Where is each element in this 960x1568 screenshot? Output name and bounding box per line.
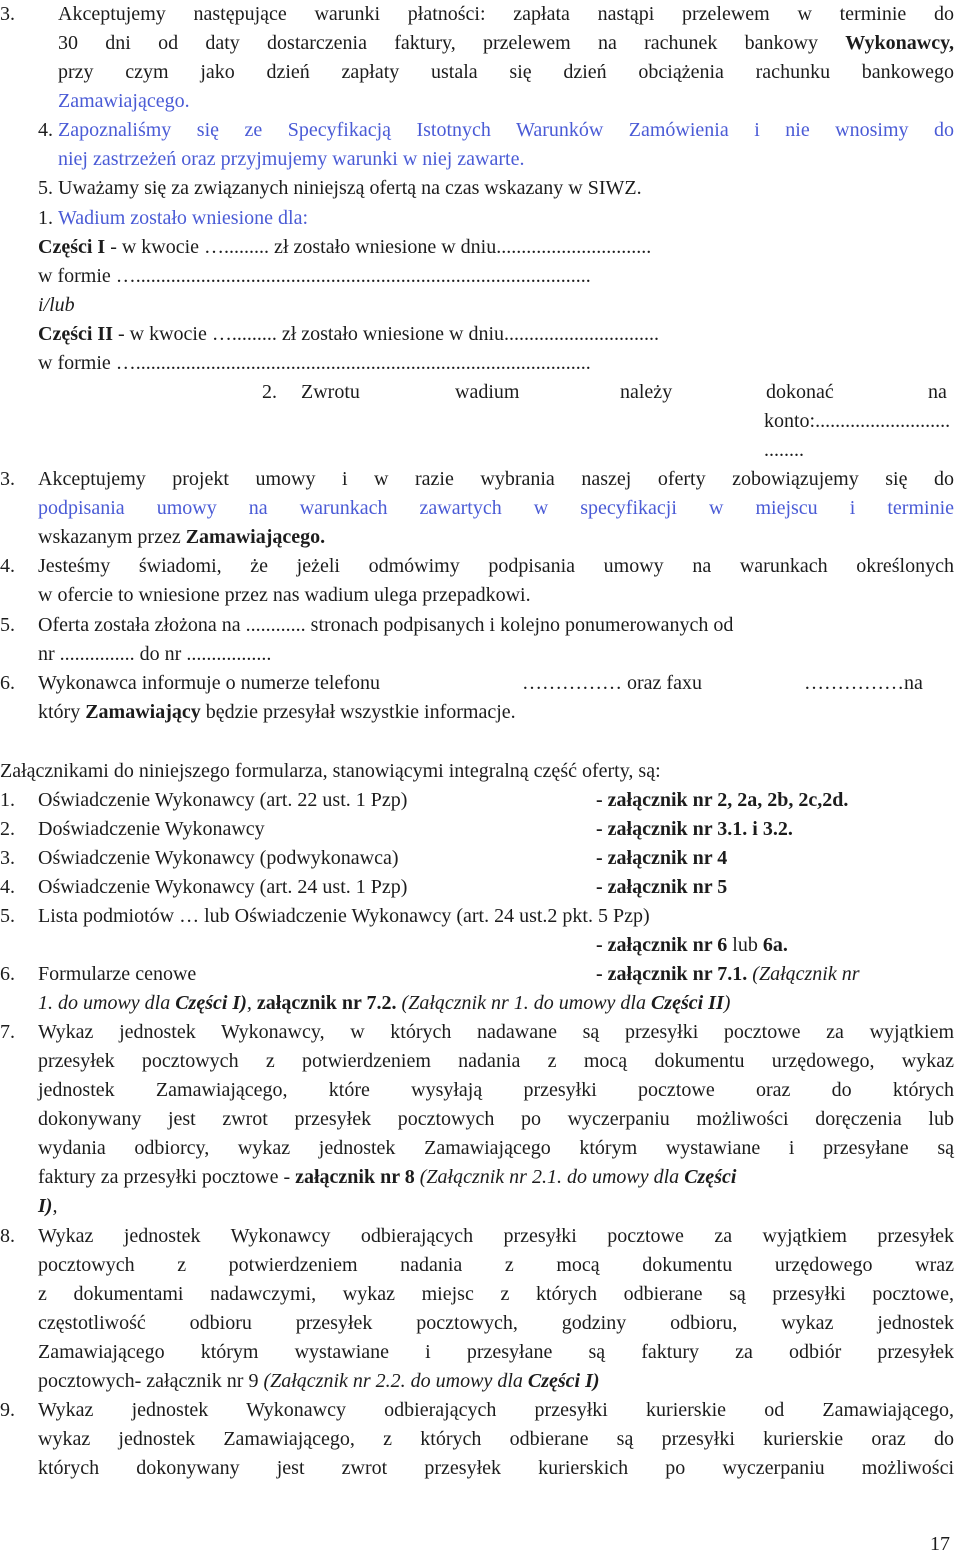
attachment-number: 4.	[0, 876, 15, 898]
attachments-intro: Załącznikami do niniejszego formularza, stanowiącymi integralną część oferty, są:	[0, 760, 661, 782]
bold-term: Zamawiający	[85, 701, 201, 723]
text-line: Jesteśmy świadomi, że jeżeli odmówimy podpisania umowy na warunkach określonych	[38, 555, 954, 577]
text-line: pocztowych z potwierdzeniem nadania z mocą dokumentu urzędowego wraz	[38, 1254, 954, 1276]
text-line: wykaz jednostek Zamawiającego, z których odbierane są przesyłki kurierskie oraz do	[38, 1428, 954, 1450]
item-number: 3.	[0, 3, 15, 25]
text-line: pocztowych- załącznik nr 9 (Załącznik nr 2.2. do umowy dla Części I)	[38, 1370, 600, 1392]
attachment-number: 1.	[0, 789, 15, 811]
text-line: I),	[38, 1195, 58, 1217]
attachment-number: 5.	[0, 905, 15, 927]
text-line: w ofercie to wniesione przez nas wadium ulega przepadkowi.	[38, 584, 531, 606]
text-line: z dokumentami nadawczymi, wykaz miejsc z których odbierane są przesyłki pocztowe,	[38, 1283, 954, 1305]
item-number: 2.	[262, 381, 277, 403]
item-number: 6.	[0, 672, 15, 694]
text-line: częstotliwość odbioru przesyłek pocztowych, godziny odbioru, wykaz jednostek	[38, 1312, 954, 1334]
text-line: Zapoznaliśmy się ze Specyfikacją Istotnych Warunków Zamówienia i nie wnosimy do	[58, 119, 954, 141]
item-number: 9.	[0, 1399, 15, 1421]
text-line: ……………na	[804, 672, 923, 694]
text-line: Wykaz jednostek Wykonawcy odbierających przesyłki kurierskie od Zamawiającego,	[38, 1399, 954, 1421]
text-line: Zamawiającego którym wystawiane i przesyłane są faktury za odbiór przesyłek	[38, 1341, 954, 1363]
text-line: jednostek Zamawiającego, które wysyłają przesyłki pocztowe oraz do których	[38, 1079, 954, 1101]
and-or-text: i/lub	[38, 294, 75, 316]
text-line: Wykaz jednostek Wykonawcy odbierających przesyłki pocztowe za wyjątkiem przesyłek	[38, 1225, 954, 1247]
attachment-number: 3.	[0, 847, 15, 869]
bold-term: Wykonawcy,	[845, 32, 954, 54]
text-line: podpisania umowy na warunkach zawartych w specyfikacji w miejscu i terminie	[38, 497, 954, 519]
zwrot-word: Zwrotu	[301, 381, 360, 403]
attachment-name: Formularze cenowe	[38, 963, 197, 985]
text-line: Wykaz jednostek Wykonawcy, w których nadawane są przesyłki pocztowe za wyjątkiem	[38, 1021, 954, 1043]
attachment-ref: - załącznik nr 7.1. (Załącznik nr	[596, 963, 860, 985]
attachment-ref: - załącznik nr 3.1. i 3.2.	[596, 818, 793, 840]
text-line: Zamawiającego.	[58, 90, 190, 112]
attachment-name: Doświadczenie Wykonawcy	[38, 818, 265, 840]
item-number: 8.	[0, 1225, 15, 1247]
item-number: 3.	[0, 468, 15, 490]
text-line: Akceptujemy następujące warunki płatności: zapłata nastąpi przelewem w terminie do	[58, 3, 954, 25]
bold-term: Zamawiającego.	[185, 526, 326, 548]
wadium-form-1: w formie …...........................................................................................	[38, 265, 591, 287]
text-line: wydania odbiorcy, wykaz jednostek Zamawiającego którym wystawiane i przesyłane są	[38, 1137, 954, 1159]
text-line: Wykonawca informuje o numerze telefonu	[38, 672, 380, 694]
text-line: 30 dni od daty dostarczenia faktury, przelewem na rachunek bankowy Wykonawcy,	[58, 32, 954, 54]
text-line: niej zastrzeżeń oraz przyjmujemy warunki w niej zawarte.	[58, 148, 525, 170]
account-line: konto:...........................	[764, 410, 951, 432]
attachment-ref: - załącznik nr 2, 2a, 2b, 2c,2d.	[596, 789, 849, 811]
zwrot-word: dokonać	[766, 381, 834, 403]
part-label: Części II	[38, 323, 113, 345]
item-number: 4.	[38, 119, 53, 141]
attachment-ref-cont: 1. do umowy dla Części I), załącznik nr 7.2. (Załącznik nr 1. do umowy dla Części II)	[38, 992, 731, 1014]
text-line: …………… oraz faxu	[522, 672, 702, 694]
attachment-number: 2.	[0, 818, 15, 840]
text-line: Oferta została złożona na ............ stronach podpisanych i kolejno ponumerowanych od	[38, 614, 734, 636]
text-line: których dokonywany jest zwrot przesyłek kurierskich po wyczerpaniu możliwości	[38, 1457, 954, 1479]
text-line: który Zamawiający będzie przesyłał wszystkie informacje.	[38, 701, 516, 723]
page-number: 17	[930, 1533, 950, 1555]
attachment-ref: - załącznik nr 5	[596, 876, 728, 898]
attachment-name: Oświadczenie Wykonawcy (art. 24 ust. 1 Pzp)	[38, 876, 408, 898]
text-line: Akceptujemy projekt umowy i w razie wybrania naszej oferty zobowiązujemy się do	[38, 468, 954, 490]
wadium-form-2: w formie …...........................................................................................	[38, 352, 591, 374]
item-number: 4.	[0, 555, 15, 577]
attachment-name: Oświadczenie Wykonawcy (art. 22 ust. 1 Pzp)	[38, 789, 408, 811]
attachment-ref: - załącznik nr 6 lub 6a.	[596, 934, 788, 956]
item-number: 5.	[0, 614, 15, 636]
text-line: przesyłek pocztowych z potwierdzeniem nadania z mocą dokumentu urzędowego, wykaz	[38, 1050, 954, 1072]
attachment-number: 6.	[0, 963, 15, 985]
wadium-title: Wadium zostało wniesione dla:	[58, 207, 308, 229]
text-line: faktury za przesyłki pocztowe - załącznik nr 8 (Załącznik nr 2.1. do umowy dla Części	[38, 1166, 737, 1188]
part-label: Części I	[38, 236, 106, 258]
text-line: wskazanym przez Zamawiającego.	[38, 526, 326, 548]
attachment-name: Lista podmiotów … lub Oświadczenie Wykonawcy (art. 24 ust.2 pkt. 5 Pzp)	[38, 905, 650, 927]
zwrot-word: należy	[620, 381, 673, 403]
item-number: 5.	[38, 177, 53, 199]
wadium-part-1: Części I - w kwocie …......... zł zostało wniesione w dniu...............................	[38, 236, 652, 258]
zwrot-word: wadium	[455, 381, 520, 403]
attachment-name: Oświadczenie Wykonawcy (podwykonawca)	[38, 847, 399, 869]
wadium-part-2: Części II - w kwocie …......... zł zostało wniesione w dniu...............................	[38, 323, 660, 345]
text-line: nr ............... do nr .................	[38, 643, 272, 665]
item-number: 1.	[38, 207, 53, 229]
attachment-ref: - załącznik nr 4	[596, 847, 728, 869]
zwrot-word: na	[928, 381, 947, 403]
account-dots: ........	[764, 439, 804, 461]
text-line: dokonywany jest zwrot przesyłek pocztowych po wyczerpaniu możliwości doręczenia lub	[38, 1108, 954, 1130]
item-number: 7.	[0, 1021, 15, 1043]
text-line: Uważamy się za związanych niniejszą ofertą na czas wskazany w SIWZ.	[58, 177, 642, 199]
text-line: przy czym jako dzień zapłaty ustala się dzień obciążenia rachunku bankowego	[58, 61, 954, 83]
